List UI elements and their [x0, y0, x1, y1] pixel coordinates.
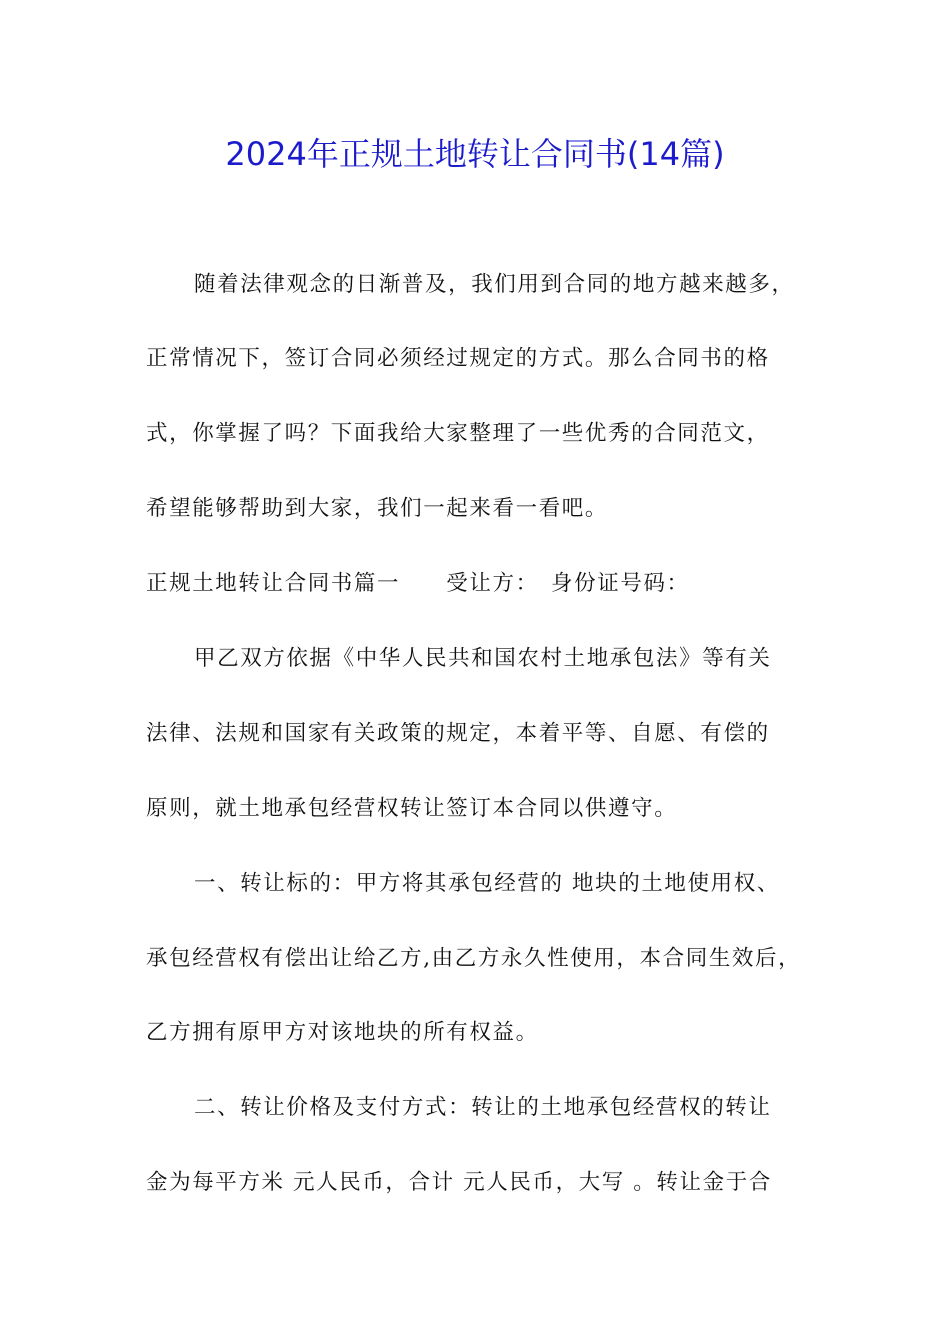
section-heading-line: 正规土地转让合同书篇一 受让方： 身份证号码： [146, 571, 690, 596]
paragraph-line: 一、转让标的：甲方将其承包经营的 地块的土地使用权、 [194, 871, 780, 896]
paragraph-line: 原则，就土地承包经营权转让签订本合同以供遵守。 [146, 796, 678, 821]
paragraph-line: 式，你掌握了吗？下面我给大家整理了一些优秀的合同范文， [146, 421, 770, 446]
paragraph-line: 希望能够帮助到大家，我们一起来看一看吧。 [146, 496, 609, 521]
document-title: 2024年正规土地转让合同书(14篇) [225, 135, 725, 173]
paragraph-line: 二、转让价格及支付方式：转让的土地承包经营权的转让 [194, 1095, 772, 1120]
paragraph-line: 金为每平方米 元人民币，合计 元人民币，大写 。转让金于合 [146, 1170, 772, 1195]
paragraph-line: 承包经营权有偿出让给乙方,由乙方永久性使用，本合同生效后， [146, 946, 802, 971]
paragraph-line: 乙方拥有原甲方对该地块的所有权益。 [146, 1020, 539, 1045]
paragraph-line: 甲乙双方依据《中华人民共和国农村土地承包法》等有关 [194, 646, 772, 671]
paragraph-line: 随着法律观念的日渐普及，我们用到合同的地方越来越多， [194, 272, 795, 297]
paragraph-line: 正常情况下，签订合同必须经过规定的方式。那么合同书的格 [146, 346, 770, 371]
paragraph-line: 法律、法规和国家有关政策的规定，本着平等、自愿、有偿的 [146, 721, 770, 746]
